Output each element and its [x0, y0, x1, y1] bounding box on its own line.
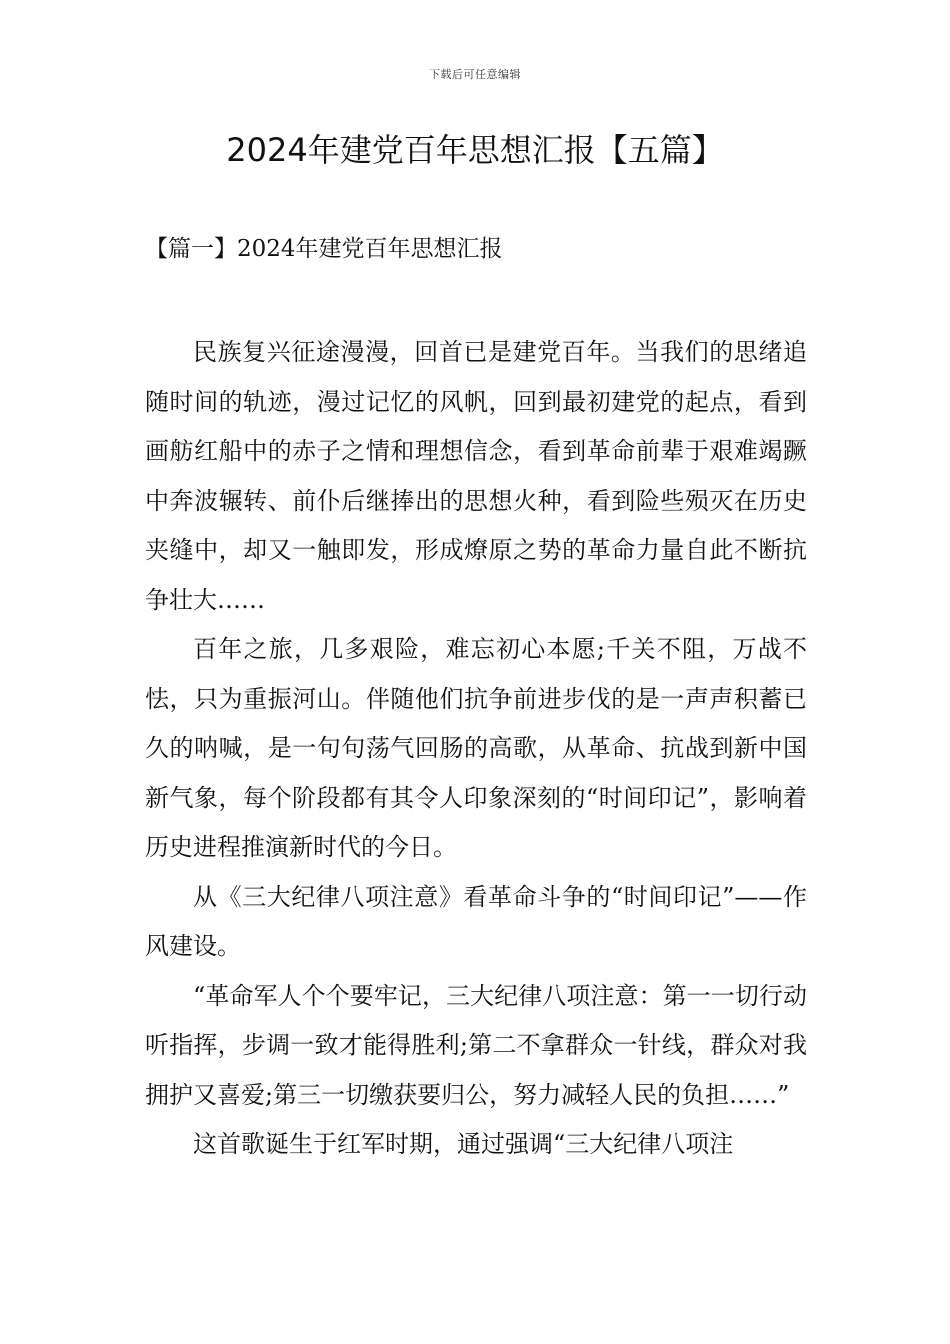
paragraph-5: 这首歌诞生于红军时期，通过强调“三大纪律八项注	[193, 1130, 734, 1158]
document-body	[145, 328, 807, 1170]
section-heading: 【篇一】2024年建党百年思想汇报	[145, 236, 503, 262]
paragraph-1: 民族复兴征途漫漫，回首已是建党百年。当我们的思绪追随时间的轨迹，漫过记忆的风帆，回到最初建党的起点，看到画舫红船中的赤子之情和理想信念，看到革命前辈于艰难竭蹶中奔波辗转、前仆后继捧出的思想火种，看到险些殒灭在历史夹缝中，却又一触即发，形成燎原之势的革命力量自此不断抗争壮大……	[145, 338, 807, 614]
document-title: 2024年建党百年思想汇报【五篇】	[226, 131, 724, 169]
paragraph-4: “革命军人个个要牢记，三大纪律八项注意：第一一切行动听指挥，步调一致才能得胜利;第二不拿群众一针线，群众对我拥护又喜爱;第三一切缴获要归公，努力减轻人民的负担……”	[145, 981, 807, 1109]
download-note: 下载后可任意编辑	[429, 68, 521, 81]
paragraph-2: 百年之旅，几多艰险，难忘初心本愿;千关不阻，万战不怯，只为重振河山。伴随他们抗争前进步伐的是一声声积蓄已久的呐喊，是一句句荡气回肠的高歌，从革命、抗战到新中国新气象，每个阶段都有其令人印象深刻的“时间印记”，影响着历史进程推演新时代的今日。	[145, 635, 807, 861]
paragraph-3: 从《三大纪律八项注意》看革命斗争的“时间印记”——作风建设。	[145, 882, 807, 960]
